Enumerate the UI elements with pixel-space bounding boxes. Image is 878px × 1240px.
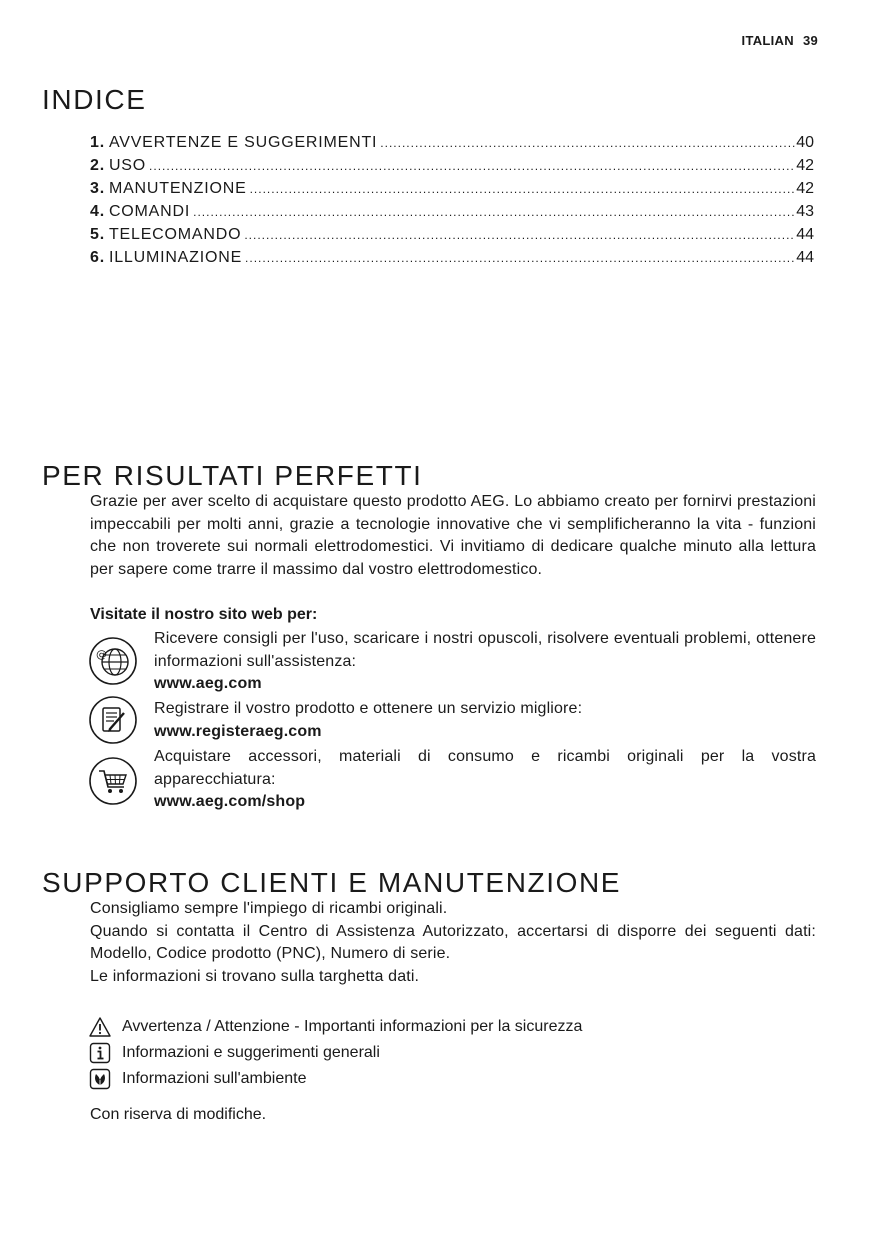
toc-item[interactable] [90,203,814,226]
toc-item-number: 2. [90,157,105,174]
header-page-number: 39 [802,33,818,48]
info-icon [88,1042,112,1064]
toc-leader-dots [244,228,795,242]
toc-item[interactable] [90,157,814,180]
toc-item-page: 42 [796,157,814,174]
toc-item-page: 44 [796,249,814,266]
toc-item-number: 6. [90,249,105,266]
web-link-aeg[interactable]: www.aeg.com [154,675,262,692]
symbol-legend [88,1014,788,1092]
svg-text:@: @ [96,648,107,661]
toc-leader-dots [149,159,795,173]
toc-item-label: TELECOMANDO [108,226,242,243]
visit-heading: Visitate il nostro sito web per: [90,606,318,623]
toc-item-page: 43 [796,203,814,220]
shopping-cart-icon [88,756,138,806]
toc-leader-dots [193,205,795,219]
web-item-description: Acquistare accessori, materiali di consumo e ricambi originali per la vostra apparecchiatura: [154,748,816,788]
web-item-text [154,698,816,743]
toc-item-label: AVVERTENZE E SUGGERIMENTI [108,134,378,151]
web-link-shop[interactable]: www.aeg.com/shop [154,793,306,810]
toc-item-number: 1. [90,134,105,151]
legend-text: Informazioni e suggerimenti generali [122,1044,380,1061]
support-title: SUPPORTO CLIENTI E MANUTENZIONE [42,867,622,898]
table-of-contents [90,134,814,272]
toc-item-page: 44 [796,226,814,243]
toc-item-page: 42 [796,180,814,197]
toc-item-label: ILLUMINAZIONE [108,249,243,266]
page-header [742,33,818,48]
footer-note: Con riserva di modifiche. [90,1106,267,1123]
support-line: Quando si contatta il Centro di Assistenza Autorizzato, accertarsi di disporre dei seguenti dati: Modello, Codice prodotto (PNC), Numero di serie. [90,922,816,962]
toc-item[interactable] [90,249,814,272]
results-title: PER RISULTATI PERFETTI [42,460,423,491]
toc-leader-dots [245,251,795,265]
web-link-register[interactable]: www.registeraeg.com [154,722,322,740]
registration-form-icon [88,695,138,745]
index-title: INDICE [42,84,147,115]
support-line: Le informazioni si trovano sulla targhetta dati. [90,967,420,985]
legend-text: Avvertenza / Attenzione - Importanti informazioni per la sicurezza [122,1018,583,1035]
web-item-description: Ricevere consigli per l'uso, scaricare i nostri opuscoli, risolvere eventuali problemi, ottenere informazioni sull'assistenza: [154,630,816,670]
header-language: ITALIAN [741,33,794,48]
toc-item-number: 5. [90,226,105,243]
support-paragraph [90,898,816,988]
toc-item-number: 3. [90,180,105,197]
legend-item-environment [88,1066,788,1092]
warning-icon [88,1016,112,1038]
support-line: Consigliamo sempre l'impiego di ricambi originali. [90,900,448,917]
web-item-text [154,628,816,696]
results-paragraph: Grazie per aver scelto di acquistare questo prodotto AEG. Lo abbiamo creato per fornirvi prestazioni impeccabili per molti anni, grazie a tecnologie innovative che vi semplificheranno la vita - funzioni che non troverete sui normali elettrodomestici. Vi invitiamo di dedicare qualche minuto alla lettura per sapere come trarre il massimo dal vostro elettrodomestico. [90,493,816,578]
toc-item-label: MANUTENZIONE [108,180,247,197]
toc-item-page: 40 [796,134,814,151]
legend-item-warning [88,1014,788,1040]
globe-at-icon [88,636,138,686]
web-item-description: Registrare il vostro prodotto e ottenere un servizio migliore: [154,700,583,717]
legend-text: Informazioni sull'ambiente [122,1070,307,1087]
environment-icon [88,1068,112,1090]
toc-leader-dots [250,182,796,196]
toc-item[interactable] [90,180,814,203]
legend-item-info [88,1040,788,1066]
toc-leader-dots [380,136,795,150]
web-item-text [154,746,816,814]
toc-item[interactable] [90,134,814,157]
toc-item-label: USO [108,157,147,174]
toc-item[interactable] [90,226,814,249]
toc-item-label: COMANDI [108,203,191,220]
toc-item-number: 4. [90,203,105,220]
